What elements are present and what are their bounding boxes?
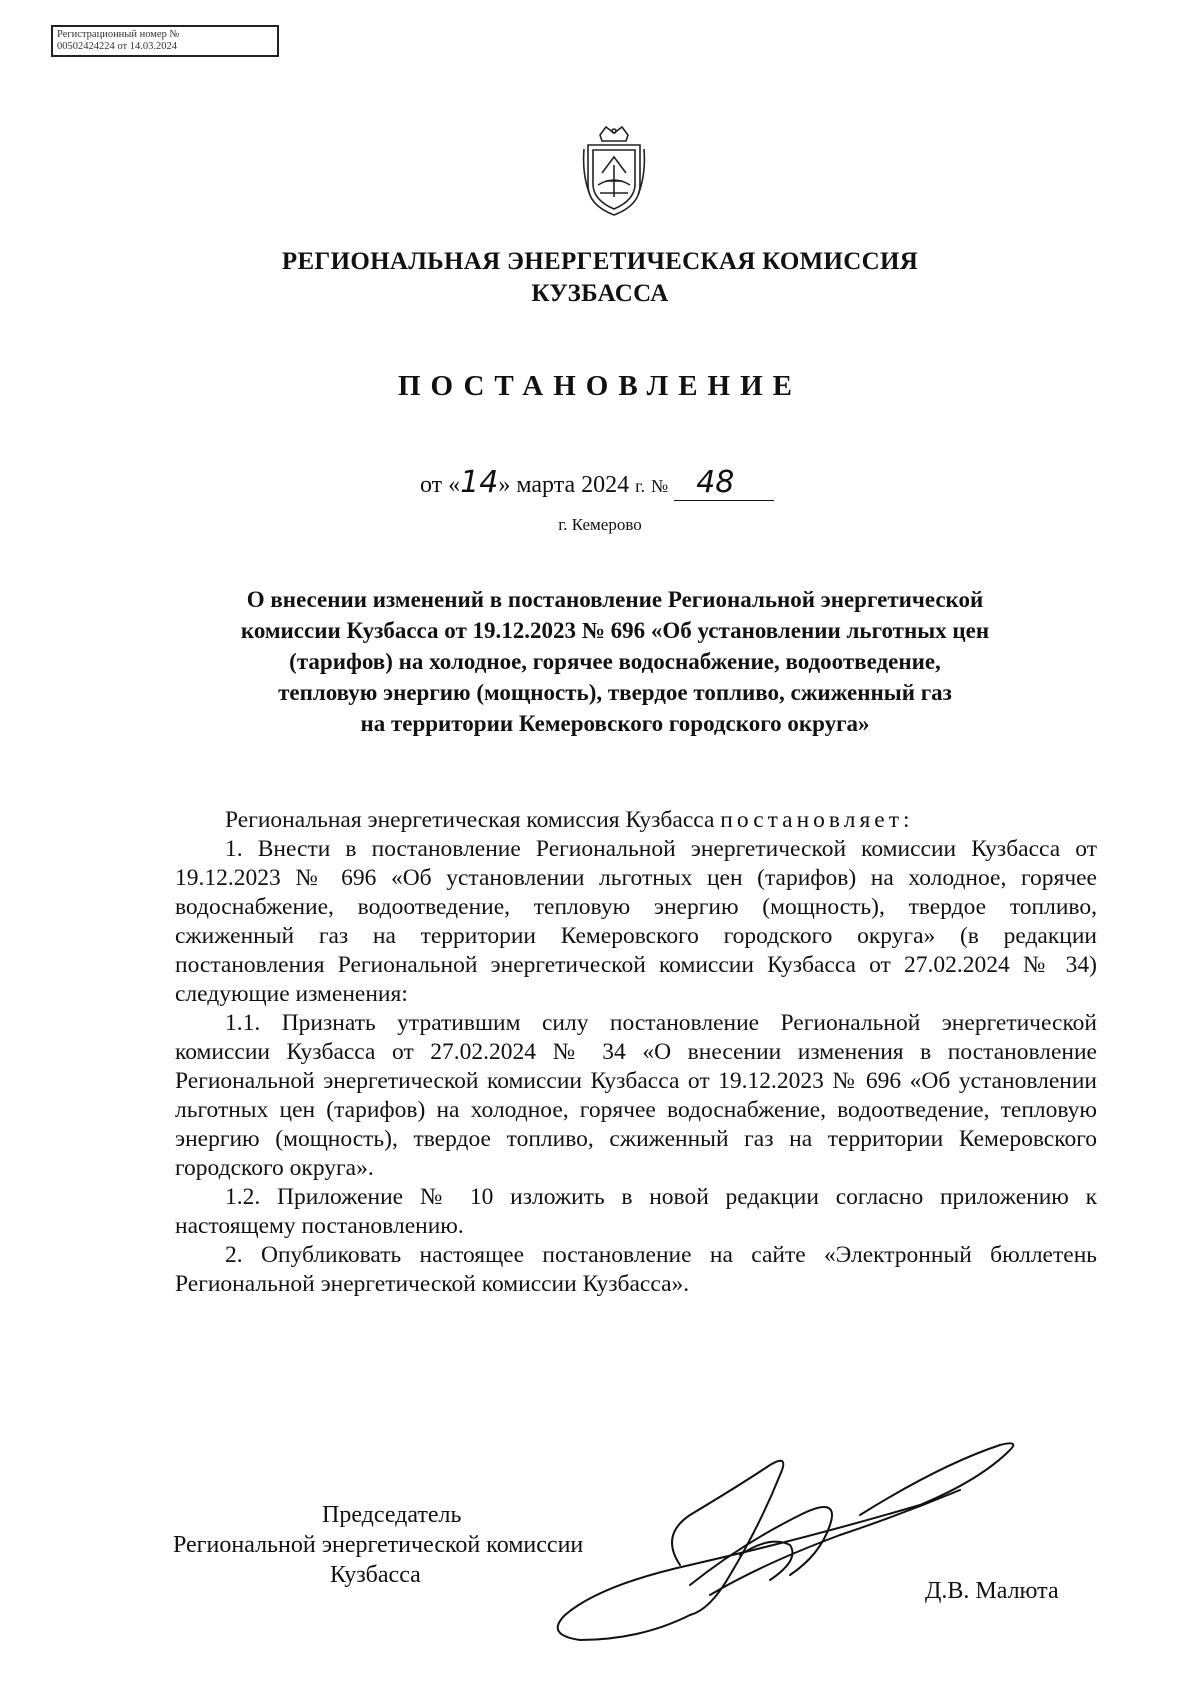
item-1-1: 1.1. Признать утратившим силу постановление Региональной энергетической комиссии Кузбасса от 27.02.2024 № 34 «О внесении изменения в постановление Региональной энергетической комиссии Кузбасса от 19.12.2023 № 696 «Об установлении льготных цен (тарифов) на холодное, горячее водоснабжение, водоотведение, тепловую энергию (мощность), твердое топливо, сжиженный газ на территории Кемеровского городского округа». [175, 1010, 1097, 1181]
title-line: на территории Кемеровского городского округа» [360, 711, 870, 736]
title-line: О внесении изменений в постановление Региональной энергетической [246, 587, 984, 612]
number-sign: № [651, 476, 669, 496]
intro-paragraph [175, 806, 1097, 835]
title-line: тепловую энергию (мощность), твердое топливо, сжиженный газ [278, 680, 952, 705]
coat-of-arms-icon [580, 125, 648, 217]
signatory-position-line3: Кузбасса [330, 1562, 421, 1588]
handwritten-number: 48 [696, 465, 735, 500]
agency-name-line1: РЕГИОНАЛЬНАЯ ЭНЕРГЕТИЧЕСКАЯ КОМИССИЯ [281, 248, 919, 275]
signatory-position-line1: Председатель [322, 1502, 462, 1528]
year-abbrev: г. [635, 476, 646, 496]
document-type: ПОСТАНОВЛЕНИЕ [397, 370, 802, 402]
title-line: комиссии Кузбасса от 19.12.2023 № 696 «Об установлении льготных цен [240, 618, 990, 643]
city: г. Кемерово [558, 515, 642, 534]
item-1: 1. Внести в постановление Региональной энергетической комиссии Кузбасса от 19.12.2023 № 696 «Об установлении льготных цен (тарифов) на холодное, горячее водоснабжение, водоотведение, тепловую энергию (мощность), твердое топливо, сжиженный газ на территории Кемеровского городского округа» (в редакции постановления Региональной энергетической комиссии Кузбасса от 27.02.2024 № 34) следующие изменения: [175, 836, 1097, 1007]
registration-label: Регистрационный номер № [57, 29, 180, 40]
handwritten-signature [540, 1435, 1050, 1650]
document-body [175, 806, 1097, 1299]
document-title [150, 584, 1080, 739]
registration-stamp [51, 25, 279, 57]
document-number-field [674, 465, 774, 501]
date-line [420, 465, 774, 501]
registration-number: 00502424224 от 14.03.2024 [57, 41, 177, 52]
signatory-name: Д.В. Малюта [925, 1578, 1059, 1604]
agency-name-line2: КУЗБАССА [531, 280, 669, 307]
intro-verb: постановляет: [720, 807, 914, 833]
handwritten-day: 14 [460, 465, 499, 500]
signatory-position-line2: Региональной энергетической комиссии [173, 1532, 584, 1558]
date-prefix: от « [420, 472, 461, 498]
date-suffix: » марта 2024 [498, 472, 630, 498]
intro-text: Региональная энергетическая комиссия Кузбасса [225, 807, 715, 833]
item-2: 2. Опубликовать настоящее постановление на сайте «Электронный бюллетень Региональной энергетической комиссии Кузбасса». [175, 1242, 1097, 1297]
item-1-2: 1.2. Приложение № 10 изложить в новой редакции согласно приложению к настоящему постановлению. [175, 1184, 1097, 1239]
title-line: (тарифов) на холодное, горячее водоснабжение, водоотведение, [289, 649, 941, 674]
